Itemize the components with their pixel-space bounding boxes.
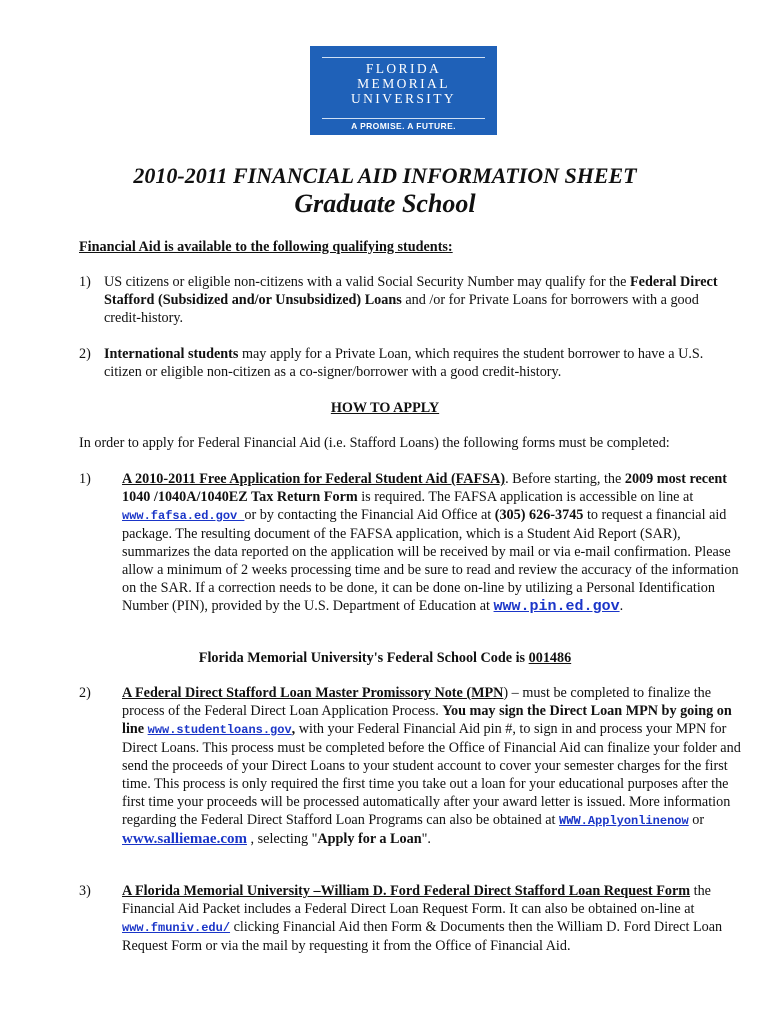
eligibility-item2: International students may apply for a Private Loan, which requires the student borrower to have a U.S. citizen or eligible non-citizen as a co-signer/borrower with a good credit-history. xyxy=(104,346,704,380)
salliemae-link[interactable]: www.salliemae.com xyxy=(122,831,247,847)
step2-number: 2) xyxy=(79,685,91,701)
step3-body: A Florida Memorial University –William D. Ford Federal Direct Stafford Loan Request Form the Financial Aid Packet includes a Federal Direct Loan Request Form. It can also be obtained on-line at www.fmuniv.edu/ clicking Financial Aid then Form & Documents then the William D. Ford Direct Loan Request Form or via the mail by requesting it from the Office of Financial Aid. xyxy=(122,883,723,954)
step1-body: A 2010-2011 Free Application for Federal Student Aid (FAFSA). Before starting, the 2009 most recent 1040 /1040A/1040EZ Tax Return Form is required. The FAFSA application is accessible on line at www.fafsa.ed.gov or by contacting the Financial Aid Office at (305) 626-3745 to request a financial aid package. The resulting document of the FAFSA application, which is a Student Aid Report (SAR), summarizes the data reported on the application will be received by mail or via e-mail confirmation. Please allow a minimum of 2 weeks processing time and be sure to read and review the accuracy of the information on the SAR. If a correction needs to be done, it can be done on-line by utilizing a Personal Identification Number (PIN), provided by the U.S. Department of Education at www.pin.ed.gov. xyxy=(122,471,739,615)
logo-line-memorial: MEMORIAL xyxy=(357,76,450,91)
school-code: 001486 xyxy=(528,650,572,666)
document-subtitle: Graduate School xyxy=(294,189,476,218)
fmuniv-link[interactable]: www.fmuniv.edu/ xyxy=(122,921,231,935)
logo-line-florida: FLORIDA xyxy=(365,61,442,76)
studentloans-link[interactable]: www.studentloans.gov xyxy=(147,723,292,737)
applyonlinenow-link[interactable]: WWW.Applyonlinenow xyxy=(559,814,689,828)
step1-title: A 2010-2011 Free Application for Federal Student Aid (FAFSA) xyxy=(122,471,506,487)
step2-title: A Federal Direct Stafford Loan Master Promissory Note (MPN xyxy=(122,685,504,701)
step3-title: A Florida Memorial University –William D. Ford Federal Direct Stafford Loan Request Form xyxy=(122,883,691,899)
pin-link[interactable]: www.pin.ed.gov xyxy=(493,598,620,615)
school-code-line: Florida Memorial University's Federal School Code is 001486 xyxy=(198,650,572,666)
document-title: 2010-2011 FINANCIAL AID INFORMATION SHEET xyxy=(133,163,637,188)
how-to-apply-intro: In order to apply for Federal Financial Aid (i.e. Stafford Loans) the following forms must be completed: xyxy=(79,435,670,451)
university-logo xyxy=(310,46,497,135)
eligibility-item1: US citizens or eligible non-citizens with a valid Social Security Number may qualify for the Federal Direct Stafford (Subsidized and/or Unsubsidized) Loans and /or for Private Loans for borrowers with a good credit-history. xyxy=(104,274,718,326)
how-to-apply-heading: HOW TO APPLY xyxy=(330,400,440,416)
eligibility-item2-number: 2) xyxy=(79,346,91,362)
step2-body: A Federal Direct Stafford Loan Master Promissory Note (MPN) – must be completed to finalize the process of the Federal Direct Loan Application Process. You may sign the Direct Loan MPN by going on line www.studentloans.gov, with your Federal Financial Aid pin #, to sign in and process your MPN for Direct Loans. This process must be completed before the Office of Financial Aid can finalize your folder and send the proceeds of your Direct Loans to your student account to cover your semester charges for the first time. This process is only required the first time you take out a loan for your educational purposes after the first time your proceeds will be processed automatically after your award letter is issued. More information regarding the Federal Direct Stafford Loan Programs can also be obtained at WWW.Applyonlinenow or www.salliemae.com , selecting "Apply for a Loan". xyxy=(122,685,741,847)
step1-number: 1) xyxy=(79,471,91,487)
fafsa-link[interactable]: www.fafsa.ed.gov xyxy=(122,509,245,523)
logo-rule-top xyxy=(322,57,485,58)
logo-rule-bottom xyxy=(322,118,485,119)
logo-line-university: UNIVERSITY xyxy=(351,91,456,106)
step3-number: 3) xyxy=(79,883,91,899)
eligibility-item1-number: 1) xyxy=(79,274,91,290)
logo-tagline: A PROMISE. A FUTURE. xyxy=(351,121,456,131)
eligibility-heading: Financial Aid is available to the following qualifying students: xyxy=(79,239,453,255)
